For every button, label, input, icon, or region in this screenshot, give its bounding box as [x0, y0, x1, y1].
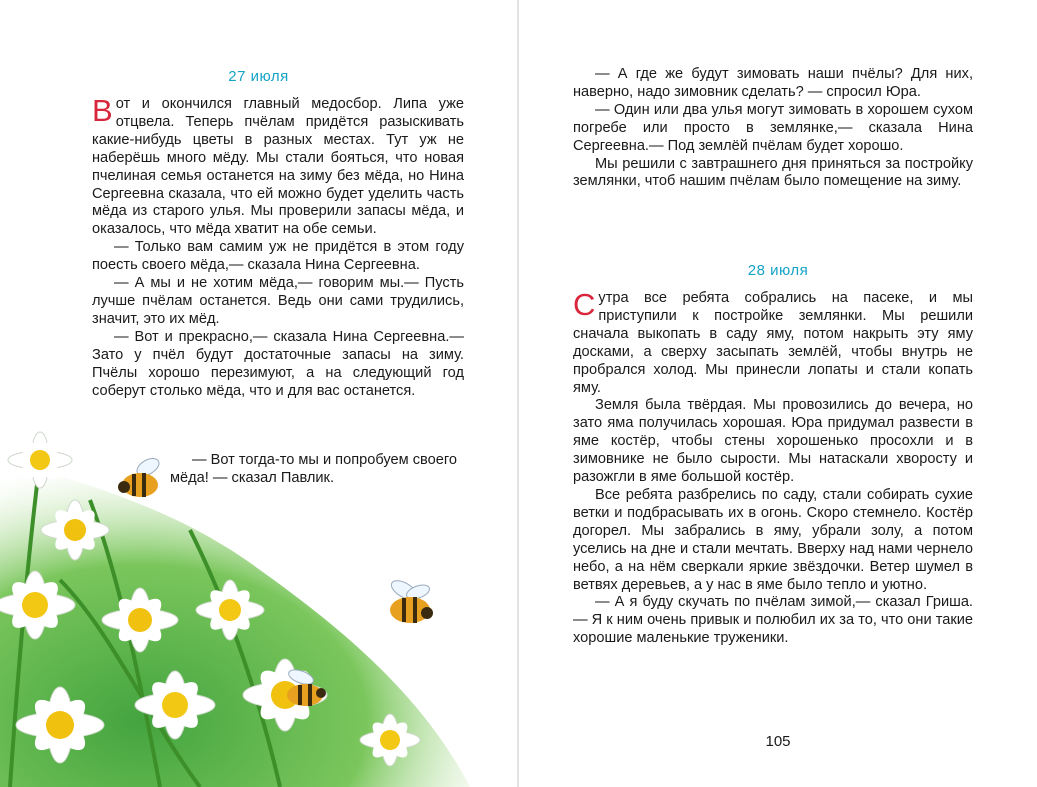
- right-first-paragraph-text: утра все ребята собрались на пасеке, и мы приступили к постройке землянки. Мы решили сначала выкопать в саду яму, потом накрыть эту яму досками, а сверху засыпать землёй, чтобы внутрь не пробрался холод. Мы принесли лопаты и стали копать яму.: [573, 290, 973, 396]
- left-paragraph-1: — Только вам самим уж не придётся в этом году поесть своего мёда,— сказала Нина Сергеевна.: [92, 239, 464, 274]
- right-first-paragraph: [573, 287, 973, 397]
- left-text-block: [92, 93, 464, 400]
- left-dropcap: В: [92, 93, 113, 128]
- chamomile-bees-illustration: [0, 420, 470, 787]
- right-top-paragraph-3: Мы решили с завтрашнего дня приняться за постройку землянки, чтоб нашим пчёлам было помещение на зиму.: [573, 155, 973, 190]
- bee-icon: [388, 577, 433, 623]
- left-first-paragraph: [92, 93, 464, 239]
- left-paragraph-4: — Вот тогда-то мы и попробуем своего мёда! — сказал Павлик.: [170, 452, 457, 486]
- left-paragraph-2: — А мы и не хотим мёда,— говорим мы.— Пусть лучше пчёлам останется. Ведь они сами трудились, значит, это их мёд.: [92, 275, 464, 327]
- left-first-paragraph-text: от и окончился главный медосбор. Липа уже отцвела. Теперь пчёлам придётся разыскивать какие-нибудь цветы в разных местах. Тут уж не наберёшь много мёду. Мы стали бояться, что новая пчелиная семья останется на зиму без мёда, но Нина Сергеевна сказала, что ей можно будет уделить часть мёда из старого улья. Мы проверили запасы мёда, и оказалось, что мёда хватит на обе семьи.: [92, 96, 464, 238]
- page-number: 105: [765, 733, 791, 750]
- right-dropcap: С: [573, 287, 596, 322]
- right-page: [519, 0, 1037, 787]
- right-paragraph-1: Земля была твёрдая. Мы провозились до вечера, но зато яма получилась хорошая. Юра придумал развести в яме костёр, чтобы стены хорошенько просохли и в зимовнике не было сырости. Мы натаскали хворосту и разожгли в яме большой костёр.: [573, 397, 973, 486]
- left-date-heading: 27 июля: [228, 68, 289, 85]
- left-paragraph-3: — Вот и прекрасно,— сказала Нина Сергеевна.— Зато у пчёл будут достаточные запасы на зиму. Пчёлы хорошо перезимуют, а на следующий год соберут столько мёда, что и для вас останется.: [92, 328, 464, 399]
- right-bottom-text-block: [573, 287, 973, 648]
- right-paragraph-2: Все ребята разбрелись по саду, стали собирать сухие ветки и подбрасывать их в огонь. Скоро стемнело. Костёр догорел. Мы забрались в яму, убрали золу, а потом уселись на дне и стали мечтать. Вверху над нами чернело небо, а на нём сверкали яркие звёздочки. Ветер шумел в ветвях деревьев, а у нас в яме было тепло и уютно.: [573, 486, 973, 593]
- right-top-paragraph-1: — А где же будут зимовать наши пчёлы? Для них, наверно, надо зимовник сделать? — спросил Юра.: [573, 66, 973, 100]
- right-top-paragraph-2: — Один или два улья могут зимовать в хорошем сухом погребе или просто в землянке,— сказала Нина Сергеевна.— Под землёй пчёлам будет хорошо.: [573, 101, 973, 154]
- left-page: [0, 0, 517, 787]
- right-top-text-block: [573, 66, 973, 191]
- right-date-heading: 28 июля: [747, 262, 809, 279]
- bee-icon: [118, 455, 162, 497]
- right-paragraph-3: — А я буду скучать по пчёлам зимой,— сказал Гриша.— Я к ним очень привык и полюбил их за то, что они такие хорошие маленькие труженики.: [573, 594, 973, 647]
